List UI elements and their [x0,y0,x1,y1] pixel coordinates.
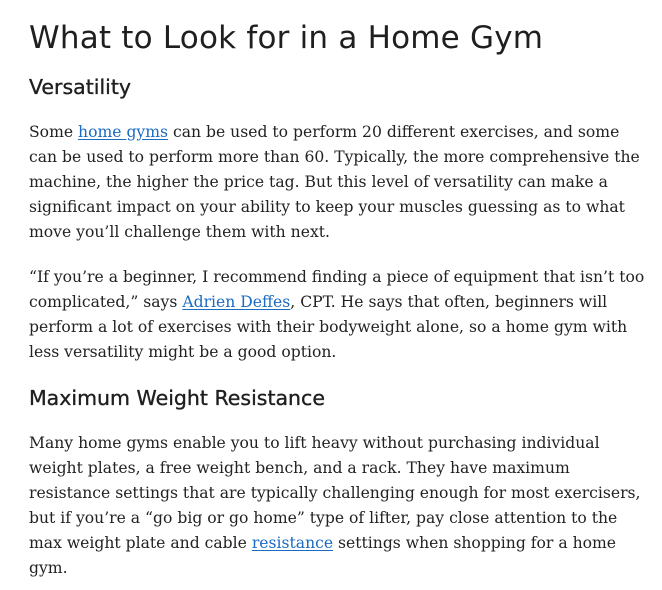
paragraph-text: can be used to perform 20 different exercises, and some can be used to perform more than 60. Typically, the more comprehensive the machine, the higher the price tag. But this level of versatility can make a significant impact on your ability to keep your muscles guessing as to what move you’ll challenge them with next. [29,123,640,241]
section-heading-versatility: Versatility [29,75,132,99]
paragraph-text: Many home gyms enable you to lift heavy without purchasing individual weight plates, a free weight bench, and a rack. They have maximum resistance settings that are typically challenging enough for most exercisers, but if you’re a “go big or go home” type of lifter, pay close attention to the max weight plate and cable [29,434,641,552]
adrien-deffes-link[interactable]: Adrien Deffes [182,293,291,311]
paragraph-text: , CPT. He says that often, beginners will perform a lot of exercises with their bodyweight alone, so a home gym with less versatility might be a good option. [29,293,628,361]
paragraph-text: Some [29,123,79,141]
resistance-link[interactable]: resistance [251,534,334,552]
paragraph-text: “If you’re a beginner, I recommend finding a piece of equipment that isn’t too complicated,” says [29,268,645,311]
home-gyms-link[interactable]: home gyms [78,123,169,141]
paragraph-max-weight-1 [29,431,647,581]
paragraph-versatility-2 [29,265,647,365]
article [29,0,647,581]
section-heading-max-weight-resistance: Maximum Weight Resistance [29,386,325,410]
page-title: What to Look for in a Home Gym [29,20,544,56]
paragraph-versatility-1 [29,120,647,245]
paragraph-text: settings when shopping for a home gym. [29,534,617,577]
